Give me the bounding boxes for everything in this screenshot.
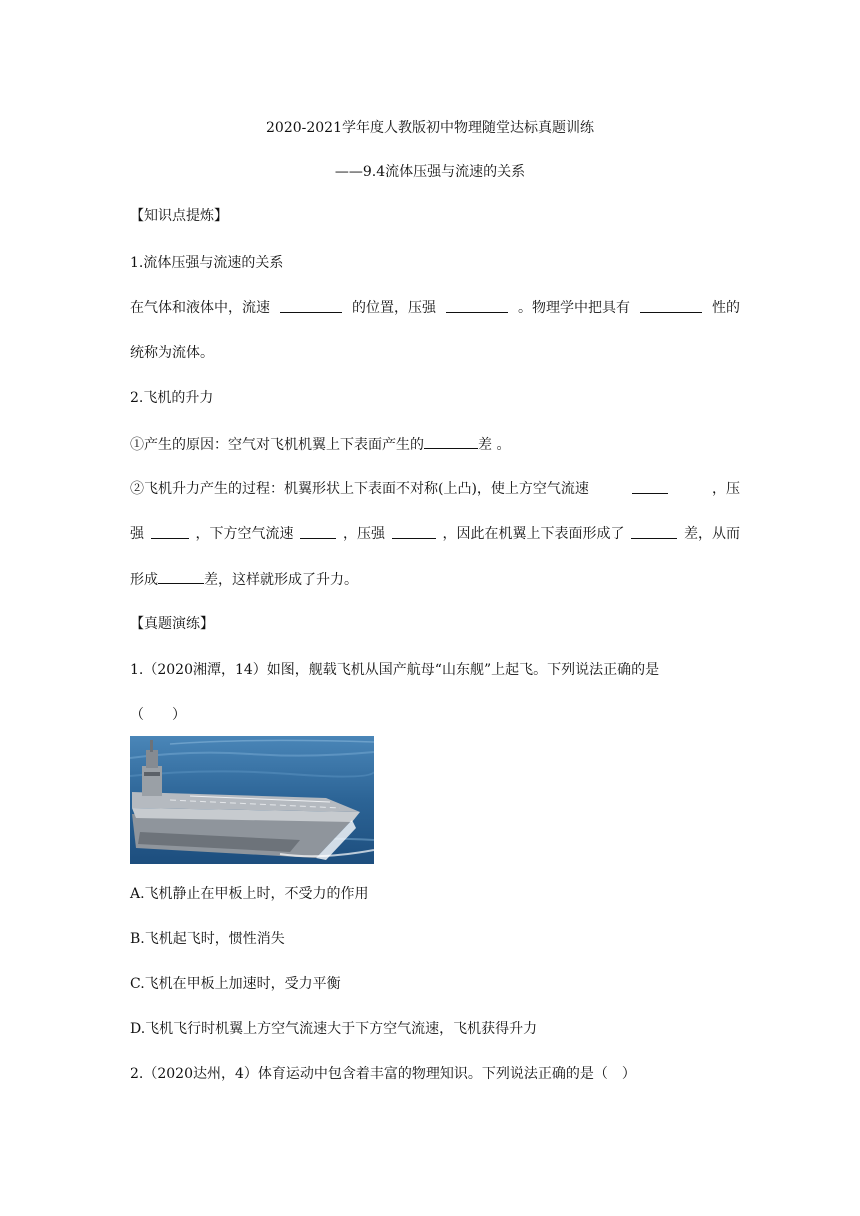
text-segment: 性的 <box>712 300 740 316</box>
question-1-option-c: C.飞机在甲板上加速时，受力平衡 <box>130 976 341 992</box>
question-1-option-d: D.飞机飞行时机翼上方空气流速大于下方空气流速，飞机获得升力 <box>130 1021 538 1037</box>
section-1-title: 1.流体压强与流速的关系 <box>130 255 284 271</box>
fill-blank <box>280 298 342 313</box>
section-2-item-2-line-3 <box>130 569 740 590</box>
fill-blank <box>300 524 336 539</box>
text-segment: 强 <box>130 526 144 542</box>
text-segment: ，压 <box>711 481 740 497</box>
fill-blank <box>446 298 508 313</box>
text-segment: ，下方空气流速 <box>195 526 294 542</box>
question-1-stem: 1.（2020湘潭，14）如图，舰载飞机从国产航母“山东舰”上起飞。下列说法正确的是 <box>130 662 660 678</box>
knowledge-heading: 【知识点提炼】 <box>130 208 228 224</box>
question-1-answer-paren: （ ） <box>130 707 186 723</box>
section-2-item-2 <box>130 479 740 499</box>
question-1-option-b: B.飞机起飞时，惯性消失 <box>130 931 285 947</box>
fill-blank <box>424 434 478 449</box>
text-segment: 差，从而 <box>684 526 740 542</box>
section-2-title: 2.飞机的升力 <box>130 390 214 406</box>
aircraft-carrier-illustration <box>130 736 374 864</box>
fill-blank <box>392 524 436 539</box>
page-title: 2020-2021学年度人教版初中物理随堂达标真题训练 <box>266 120 594 136</box>
aircraft-carrier-photo <box>130 736 374 864</box>
text-segment: 在气体和液体中，流速 <box>130 300 270 316</box>
text-segment: ①产生的原因：空气对飞机机翼上下表面产生的 <box>130 437 424 453</box>
fill-blank <box>631 524 677 539</box>
section-2-item-1 <box>130 434 740 455</box>
text-segment: ②飞机升力产生的过程：机翼形状上下表面不对称(上凸)，使上方空气流速 <box>130 481 589 497</box>
fill-blank <box>151 524 189 539</box>
fill-blank <box>632 479 668 494</box>
text-segment: 的位置，压强 <box>352 300 436 316</box>
section-2-item-2-line-2 <box>130 524 740 544</box>
page-subtitle: ——9.4流体压强与流速的关系 <box>334 164 526 180</box>
fill-blank <box>640 298 702 313</box>
text-segment: 差 。 <box>478 437 511 453</box>
section-1-sentence <box>130 298 740 318</box>
section-1-continuation: 统称为流体。 <box>130 345 214 361</box>
text-segment: 。物理学中把具有 <box>518 300 630 316</box>
text-segment: ，压强 <box>343 526 385 542</box>
text-segment: ，因此在机翼上下表面形成了 <box>442 526 625 542</box>
practice-heading: 【真题演练】 <box>130 616 214 632</box>
question-1-option-a: A.飞机静止在甲板上时，不受力的作用 <box>130 886 369 902</box>
fill-blank <box>158 569 204 584</box>
question-2-stem: 2.（2020达州，4）体育运动中包含着丰富的物理知识。下列说法正确的是（ ） <box>130 1066 636 1082</box>
text-segment: 形成 <box>130 572 158 588</box>
text-segment: 差，这样就形成了升力。 <box>204 572 358 588</box>
